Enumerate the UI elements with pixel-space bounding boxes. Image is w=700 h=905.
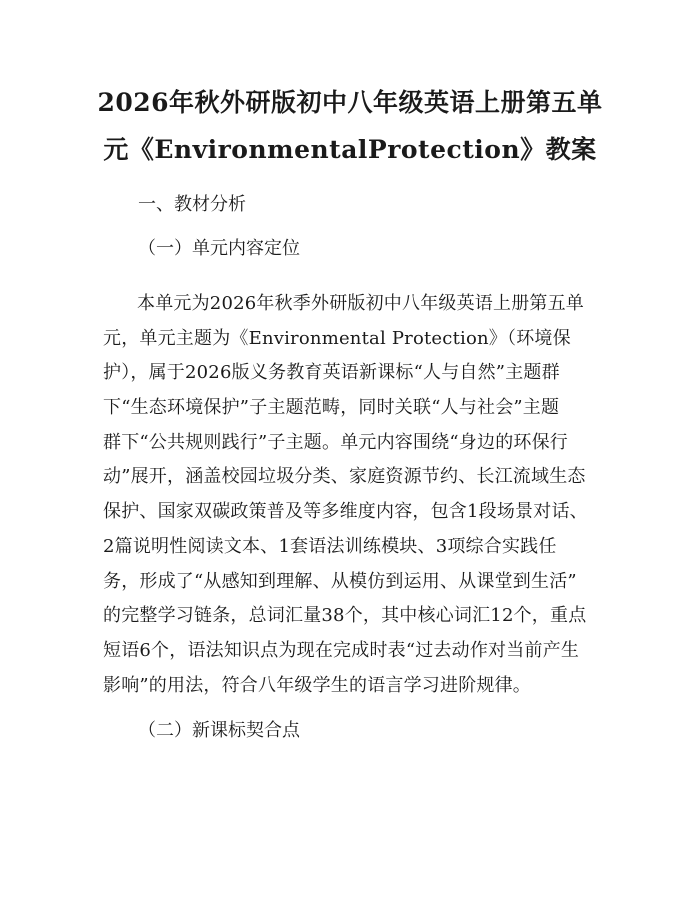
document-title-line-1: 2026年秋外研版初中八年级英语上册第五单 [97,88,603,117]
paragraph-line: 护），属于2026版义务教育英语新课标“人与自然”主题群 [103,362,560,384]
paragraph-line: 保护、国家双碳政策普及等多维度内容，包含1段场景对话、 [103,501,588,523]
paragraph-line: 本单元为2026年秋季外研版初中八年级英语上册第五单 [137,293,585,314]
subsection-heading-unit-positioning: （一）单元内容定位 [138,238,300,259]
paragraph-line: 群下“公共规则践行”子主题。单元内容围绕“身边的环保行 [103,431,569,453]
paragraph-line: 短语6个，语法知识点为现在完成时表“过去动作对当前产生 [103,639,580,661]
document-title-line-2: 元《EnvironmentalProtection》教案 [103,135,597,164]
paragraph-line: 务，形成了“从感知到理解、从模仿到运用、从课堂到生活” [103,570,577,592]
paragraph-line: 影响”的用法，符合八年级学生的语言学习进阶规律。 [103,674,531,696]
subsection-heading-curriculum-alignment: （二）新课标契合点 [138,720,300,741]
paragraph-line: 的完整学习链条，总词汇量38个，其中核心词汇12个，重点 [103,605,587,627]
paragraph-line: 2篇说明性阅读文本、1套语法训练模块、3项综合实践任 [103,535,557,557]
paragraph-line: 动”展开，涵盖校园垃圾分类、家庭资源节约、长江流域生态 [103,466,586,488]
paragraph-line: 元，单元主题为《Environmental Protection》（环境保 [103,327,571,349]
section-heading-textbook-analysis: 一、教材分析 [138,194,246,215]
paragraph-line: 下“生态环境保护”子主题范畴，同时关联“人与社会”主题 [103,397,560,419]
body-paragraph [103,287,613,703]
